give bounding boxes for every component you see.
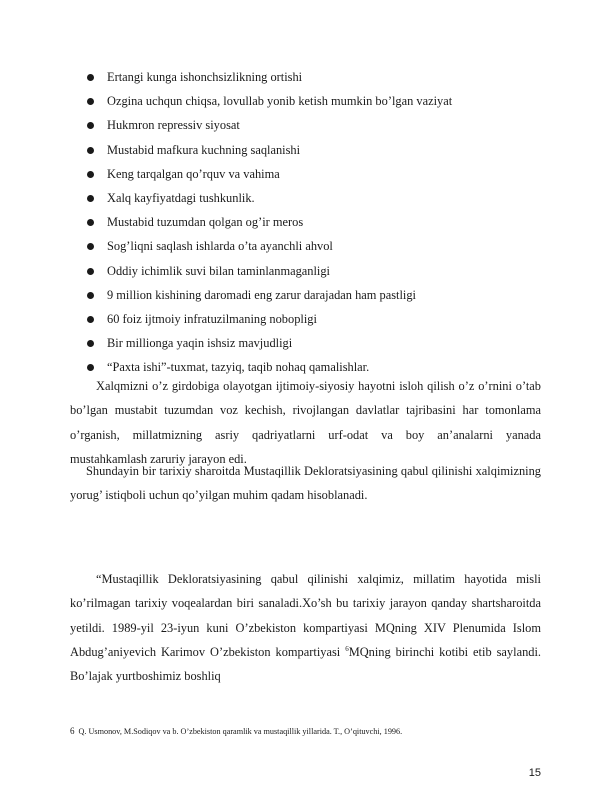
bullet-icon	[87, 364, 94, 371]
list-item	[86, 307, 546, 331]
list-item	[86, 259, 546, 283]
list-item	[86, 65, 546, 89]
list-item	[86, 138, 546, 162]
list-item-text: Hukmron repressiv siyosat	[107, 118, 240, 133]
list-item-text: Keng tarqalgan qo’rquv va vahima	[107, 166, 280, 181]
bullet-icon	[87, 316, 94, 323]
bullet-icon	[87, 74, 94, 81]
list-item-text: Oddiy ichimlik suvi bilan taminlanmaganligi	[107, 263, 331, 278]
page-number: 15	[528, 767, 541, 779]
bullet-icon	[87, 268, 94, 275]
list-item-text: Sog’liqni saqlash ishlarda o’ta ayanchli ahvol	[107, 239, 333, 254]
paragraph-history-text: “Mustaqillik Dekloratsiyasining qabul qilinishi xalqimiz, millatim hayotida misli ko’rilmagan tarixiy voqealardan biri sanaladi.Xo’sh bu tarixiy jarayon qanday shartsharoitda yetildi. 1989-yil 23-iyun kuni O’zbekiston kompartiyasi MQning XIV Plenumida Islom Abdug’aniyevich Karimov O’zbekiston kompartiyasi	[70, 572, 541, 659]
bullet-icon	[87, 219, 94, 226]
list-item-text: Ertangi kunga ishonchsizlikning ortishi	[107, 70, 303, 84]
bullet-icon	[87, 98, 94, 105]
list-item	[86, 162, 546, 186]
list-item	[86, 210, 546, 234]
bullet-list	[86, 65, 546, 379]
list-item-text: 60 foiz ijtmoiy infratuzilmaning nobopligi	[107, 311, 317, 326]
footnote-number: 6	[70, 726, 75, 736]
footnote-text: Q. Usmonov, M.Sodiqov va b. O’zbekiston qaramlik va mustaqillik yillarida. T., O’qituvchi, 1996.	[78, 727, 403, 736]
list-item-text: Bir millionga yaqin ishsiz mavjudligi	[107, 336, 293, 351]
list-item	[86, 234, 546, 258]
paragraph-declaration: Shundayin bir tarixiy sharoitda Mustaqillik Dekloratsiyasining qabul qilinishi xalqimizning yorug’ istiqboli uchun qo’yilgan muhim qadam hisoblanadi.	[70, 464, 541, 503]
paragraph-history	[70, 567, 541, 688]
list-item	[86, 186, 546, 210]
bullet-icon	[87, 122, 94, 129]
list-item	[86, 331, 546, 355]
list-item-text: Ozgina uchqun chiqsa, lovullab yonib ketish mumkin bo’lgan vaziyat	[107, 94, 453, 109]
list-item	[86, 113, 546, 137]
paragraph-history-continuation: MQning birinchi kotibi etib saylandi. Bo’lajak yurtboshimiz boshliq	[70, 644, 541, 684]
footnote	[70, 725, 541, 738]
paragraph-reform: Xalqmizni o’z girdobiga olayotgan ijtimoiy-siyosiy hayotni isloh qilish o’z o’rnini o’tab bo’lgan mustabit tuzumdan voz kechish, rivojlangan davlatlar tajribasini har tomonlama o’rganish, millatmizning asriy qadriyatlarni urf-odat va boy an’analarni yanada mustahkamlash zaruriy jarayon edi.	[70, 379, 541, 466]
bullet-icon	[87, 147, 94, 154]
list-item	[86, 283, 546, 307]
list-item-text: Mustabid tuzumdan qolgan og’ir meros	[107, 215, 304, 230]
list-item	[86, 89, 546, 113]
bullet-icon	[87, 243, 94, 250]
list-item-text: Xalq kayfiyatdagi tushkunlik.	[107, 190, 255, 205]
footnote-reference[interactable]: 6	[345, 644, 349, 653]
bullet-icon	[87, 171, 94, 178]
list-item-text: 9 million kishining daromadi eng zarur darajadan ham pastligi	[107, 287, 416, 302]
bullet-icon	[87, 340, 94, 347]
list-item-text: “Paxta ishi”-tuxmat, tazyiq, taqib nohaq qamalishlar.	[107, 360, 370, 375]
bullet-icon	[87, 292, 94, 299]
list-item-text: Mustabid mafkura kuchning saqlanishi	[107, 142, 301, 157]
bullet-icon	[87, 195, 94, 202]
